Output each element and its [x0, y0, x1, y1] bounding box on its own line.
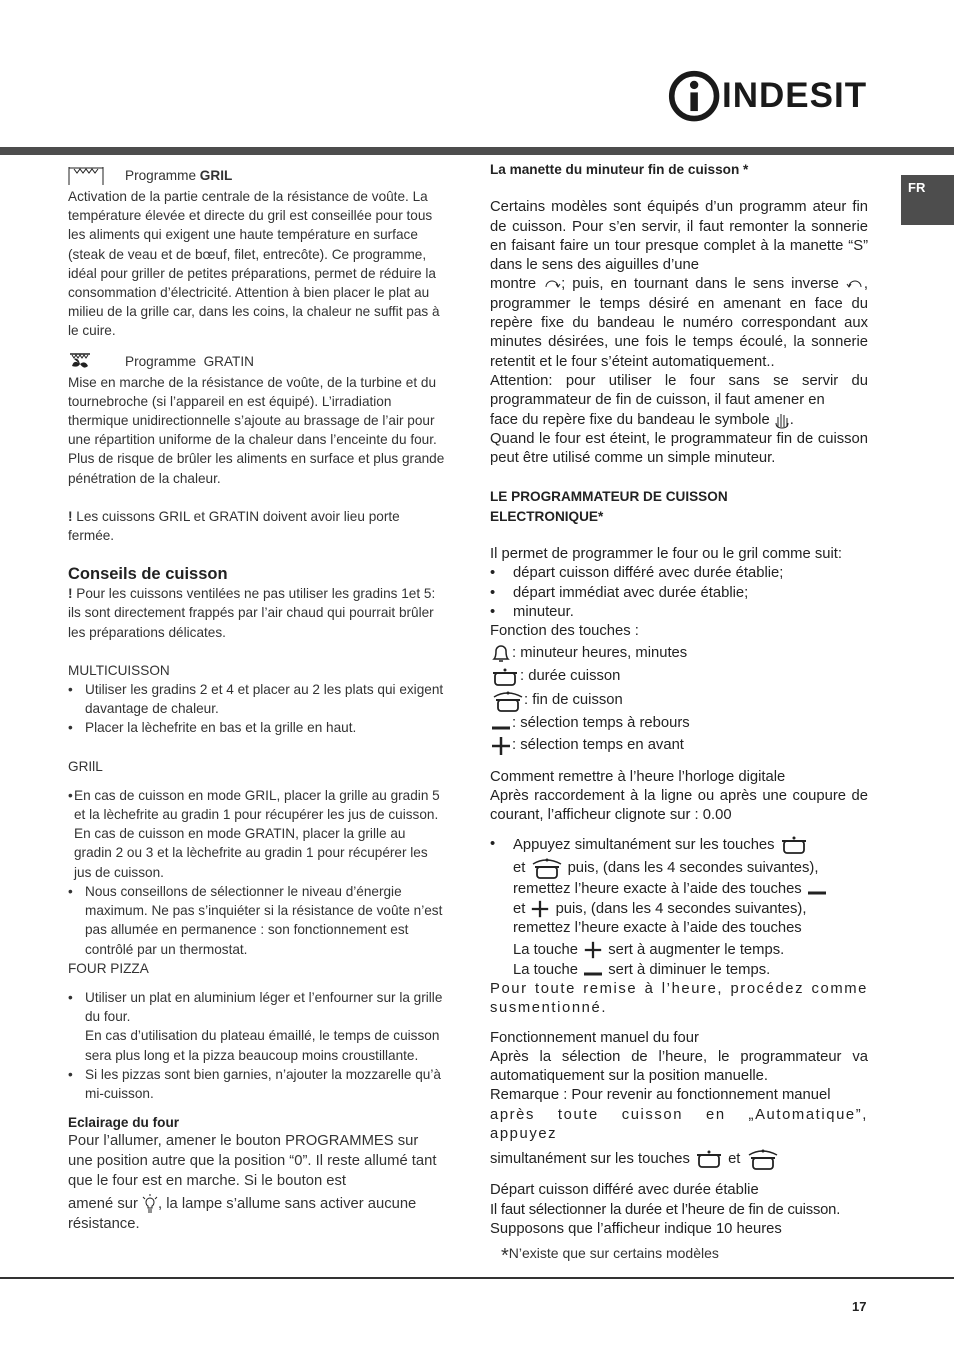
bullet-icon: •: [68, 883, 73, 899]
warning-porte-fermee: [68, 507, 446, 545]
bullet-icon: •: [68, 1066, 73, 1082]
pizza-item-2: Si les pizzas sont bien garnies, n’ajouter la mozzarelle qu’à mi-cuisson.: [85, 1066, 441, 1101]
appuyez-text-b: et: [513, 859, 530, 876]
comment-paragraph: Après raccordement à la ligne ou après une coupure de courant, l’afficheur clignote sur : 0.00: [490, 787, 868, 824]
comment-heading: Comment remettre à l’heure l’horloge digitale: [490, 768, 786, 785]
appuyez-text-g: remettez l’heure exacte à l’aide des touches: [513, 920, 802, 937]
appuyez-block: [513, 835, 828, 980]
bullet-icon: •: [68, 720, 73, 736]
conseils-text: Pour les cuissons ventilées ne pas utiliser les gradins 1et 5: ils sont directement frappés par l’air chaud qui pourrait brûler les préparations délicates.: [68, 586, 436, 640]
clockwise-arrow-icon: [543, 277, 561, 293]
gril-description: Activation de la partie centrale de la résistance de voûte. La température élevée et directe du gril est conseillée pour tous les aliments qui exigent une haute température en surface (steak de veau et de bœuf, filet, entrecôte). Ce programme, idéal pour griller de petites préparations, permet de réduire la consommation d’électricité. Attention à bien placer le plat au milieu de la grille car, dans les coins, la chaleur ne suffit pas à le cuire.: [68, 189, 440, 339]
key-pot-row: [490, 666, 868, 688]
conseils-paragraph: [68, 584, 446, 642]
permet-item-3: minuteur.: [513, 603, 574, 620]
list-item: [68, 680, 446, 718]
pot-lid-icon: [490, 689, 524, 713]
key-potlid-text: : fin de cuisson: [524, 691, 623, 708]
depart-text-1: Il faut sélectionner la durée et l’heure de fin de cuisson.: [490, 1201, 841, 1218]
appuyez-text-a: Appuyez simultanément sur les touches: [513, 837, 779, 854]
footer-rule: [0, 1277, 954, 1279]
remarque-text-b: et: [723, 1151, 745, 1168]
attention-paragraph-2: [490, 411, 868, 430]
gratin-prog-name: GRATIN: [203, 354, 254, 370]
conseils-mark: !: [68, 586, 73, 602]
permet-item-2: départ immédiat avec durée établie;: [513, 584, 749, 601]
gril-prog-name: GRIL: [199, 168, 233, 184]
counterclockwise-arrow-icon: [846, 277, 864, 293]
minuteur-paragraph-2: [490, 275, 868, 371]
footnote: [501, 1245, 719, 1268]
multi-item-2: Placer la lèchefrite en bas et la grille en haut.: [85, 720, 357, 736]
plus-icon: [529, 899, 551, 919]
gratin-prog-prefix: Programme: [125, 354, 197, 370]
key-potlid-row: [490, 688, 868, 714]
bullet-icon: •: [490, 603, 496, 620]
bell-icon: [490, 642, 512, 666]
gril-program-line: [68, 165, 446, 187]
bullet-icon: •: [490, 584, 496, 601]
gratin-fan-grill-icon: [68, 352, 104, 372]
pot-lid-icon: [529, 856, 563, 880]
multicuisson-heading: MULTICUISSON: [68, 662, 170, 678]
minuteur-text-d: , programmer le temps désiré en amenant en face du repère fixe du bandeau le numéro correspondant aux minutes désirées, une fois le temps écoulé, la sonnerie retentit et le four s’éteint automatiquement..: [490, 276, 868, 370]
attention-text-a: face du repère fixe du bandeau le symbole: [490, 411, 774, 428]
touche-minus-text-b: sert à diminuer le temps.: [604, 961, 771, 978]
touche-minus-text-a: La touche: [513, 961, 583, 978]
brand-name: INDESIT: [722, 76, 868, 115]
list-item: [68, 1065, 446, 1103]
gril-item-1: En cas de cuisson en mode GRIL, placer la grille au gradin 5 et la lèchefrite au gradin 1 pour récupérer les jus de cuisson. En cas de cuisson en mode GRATIN, placer la grille au gradin 2 ou 3 et la lèchefrite au gradin 1 pour récupérer les jus de cuisson.: [74, 787, 440, 880]
list-item: [490, 603, 868, 622]
pot-icon: [694, 1149, 724, 1169]
manuel-heading: Fonctionnement manuel du four: [490, 1029, 699, 1046]
eclairage-text-2: [68, 1194, 446, 1234]
grill-element-icon: [68, 166, 104, 186]
list-item: [490, 584, 868, 603]
quand-paragraph: Quand le four est éteint, le programmateur fin de cuisson peut être utilisé comme un simple minuteur.: [490, 430, 868, 467]
appuyez-text-c: puis, (dans les 4 secondes suivantes),: [563, 859, 819, 876]
remarque-line-2: après toute cuisson en „Automatique”, appuyez: [490, 1106, 868, 1142]
left-column: [68, 165, 446, 1234]
remise-paragraph: Pour toute remise à l’heure, procédez comme susmentionné.: [490, 980, 868, 1017]
bullet-icon: •: [490, 836, 496, 853]
conseils-heading: Conseils de cuisson: [68, 565, 228, 584]
minuteur-text-c: ; puis, en tournant dans le sens inverse: [561, 276, 846, 293]
touche-plus-text-a: La touche: [513, 942, 583, 959]
fonction-label: Fonction des touches :: [490, 623, 639, 640]
lamp-icon: [142, 1194, 158, 1214]
list-item: [490, 835, 868, 980]
gril-item-2: Nous conseillons de sélectionner le niveau d’énergie maximum. Ne pas s’inquiéter si la résistance de voûte n’est pas allumée en permanence : son fonctionnement est contrôlé par un thermostat.: [85, 883, 443, 957]
footnote-text: N’existe que sur certains modèles: [508, 1245, 719, 1261]
minuteur-text-b: montre: [490, 276, 544, 293]
pizza-item-1b: En cas d’utilisation du plateau émaillé, le temps de cuisson sera plus long et la pizza beaucoup moins croustillante.: [85, 1028, 440, 1063]
eclairage-text-2a: amené sur: [68, 1196, 143, 1213]
pizza-heading: FOUR PIZZA: [68, 960, 149, 976]
header-rule: [0, 147, 954, 155]
attention-text-b: .: [789, 411, 794, 428]
bullet-icon: •: [68, 989, 73, 1005]
programmateur-heading-2: ELECTRONIQUE*: [490, 508, 604, 524]
warning-mark: !: [68, 508, 73, 524]
minus-icon: [806, 882, 828, 896]
plus-icon: [490, 735, 512, 757]
minus-icon: [582, 963, 604, 977]
pot-lid-icon: [745, 1147, 779, 1171]
eclairage-text: Pour l’allumer, amener le bouton PROGRAMMES sur une position autre que la position “0”. Il reste allumé tant que le four est en marche. Si le bouton est: [68, 1133, 437, 1189]
list-item: [68, 1026, 446, 1064]
minus-icon: [490, 715, 512, 733]
key-bell-row: [490, 642, 868, 666]
depart-heading: Départ cuisson différé avec durée établie: [490, 1182, 759, 1199]
gratin-description: Mise en marche de la résistance de voûte, de la turbine et du tournebroche (si l’appareil en est équipé). L’irradiation thermique unidirectionnelle s’ajoute au brassage de l’air pour une répartition uniforme de la chaleur dans l’enceinte du four. Plus de risque de brûler les aliments en surface et plus grande pénétration de la chaleur.: [68, 374, 445, 486]
programmateur-heading-1: LE PROGRAMMATEUR DE CUISSON: [490, 489, 728, 505]
right-column: [490, 160, 868, 1239]
bullet-icon: •: [490, 565, 496, 582]
list-item: [68, 988, 446, 1026]
bullet-icon: •: [68, 682, 73, 698]
multi-item-1: Utiliser les gradins 2 et 4 et placer au 2 les plats qui exigent davantage de chaleur.: [85, 682, 444, 717]
manuel-paragraph: Après la sélection de l’heure, le programmateur va automatiquement sur la position manuelle.: [490, 1048, 868, 1085]
remarque-text-a: simultanément sur les touches: [490, 1151, 694, 1168]
list-item: [490, 564, 868, 583]
list-item: [68, 882, 446, 959]
hand-manual-icon: [774, 411, 790, 429]
minuteur-heading: La manette du minuteur fin de cuisson *: [490, 162, 749, 177]
bullet-icon: •: [68, 787, 73, 803]
remarque-line-1: Remarque : Pour revenir au fonctionnement manuel: [490, 1087, 831, 1104]
language-tab: FR: [901, 175, 954, 225]
appuyez-text-e: et: [513, 900, 530, 917]
appuyez-text-f: puis, (dans les 4 secondes suivantes),: [551, 900, 807, 917]
depart-text-2: Supposons que l’afficheur indique 10 heures: [490, 1220, 782, 1237]
appuyez-text-d: remettez l’heure exacte à l’aide des touches: [513, 880, 806, 897]
eclairage-text-2b: , la lampe s’allume sans activer aucune résistance.: [68, 1196, 417, 1232]
key-minus-text: : sélection temps à rebours: [512, 714, 690, 731]
key-pot-text: : durée cuisson: [520, 667, 621, 684]
plus-icon: [582, 940, 604, 960]
pot-icon: [490, 667, 520, 687]
permet-paragraph: Il permet de programmer le four ou le gril comme suit:: [490, 546, 842, 563]
minuteur-paragraph: Certains modèles sont équipés d’un programm ateur fin de cuisson. Pour s’en servir, il faut remonter la sonnerie en faisant faire un tour presque complet à la manette “S” dans le sens des aiguilles d’une: [490, 199, 868, 274]
permet-item-1: départ cuisson différé avec durée établie;: [513, 565, 784, 582]
pizza-item-1: Utiliser un plat en aluminium léger et l’enfourner sur la grille du four.: [85, 989, 443, 1025]
gril-prog-prefix: Programme: [125, 168, 197, 184]
key-minus-row: [490, 714, 868, 734]
indesit-logo-icon: [668, 70, 724, 126]
gratin-program-line: [68, 351, 446, 373]
warning-text: Les cuissons GRIL et GRATIN doivent avoir lieu porte fermée.: [68, 508, 400, 544]
key-plus-row: [490, 734, 868, 758]
remarque-line-3: [490, 1147, 868, 1171]
footnote-star: *: [501, 1245, 509, 1267]
pot-icon: [779, 835, 809, 855]
eclairage-heading: Eclairage du four: [68, 1115, 180, 1131]
touche-plus-text-b: sert à augmenter le temps.: [604, 942, 785, 959]
attention-paragraph: Attention: pour utiliser le four sans se servir du programmateur de fin de cuisson, il faut amener en: [490, 372, 868, 409]
list-item: [68, 786, 446, 882]
key-plus-text: : sélection temps en avant: [512, 736, 684, 753]
page-number: 17: [852, 1299, 867, 1314]
list-item: [68, 718, 446, 737]
key-bell-text: : minuteur heures, minutes: [512, 644, 688, 661]
gril-heading: GRIlL: [68, 758, 103, 774]
